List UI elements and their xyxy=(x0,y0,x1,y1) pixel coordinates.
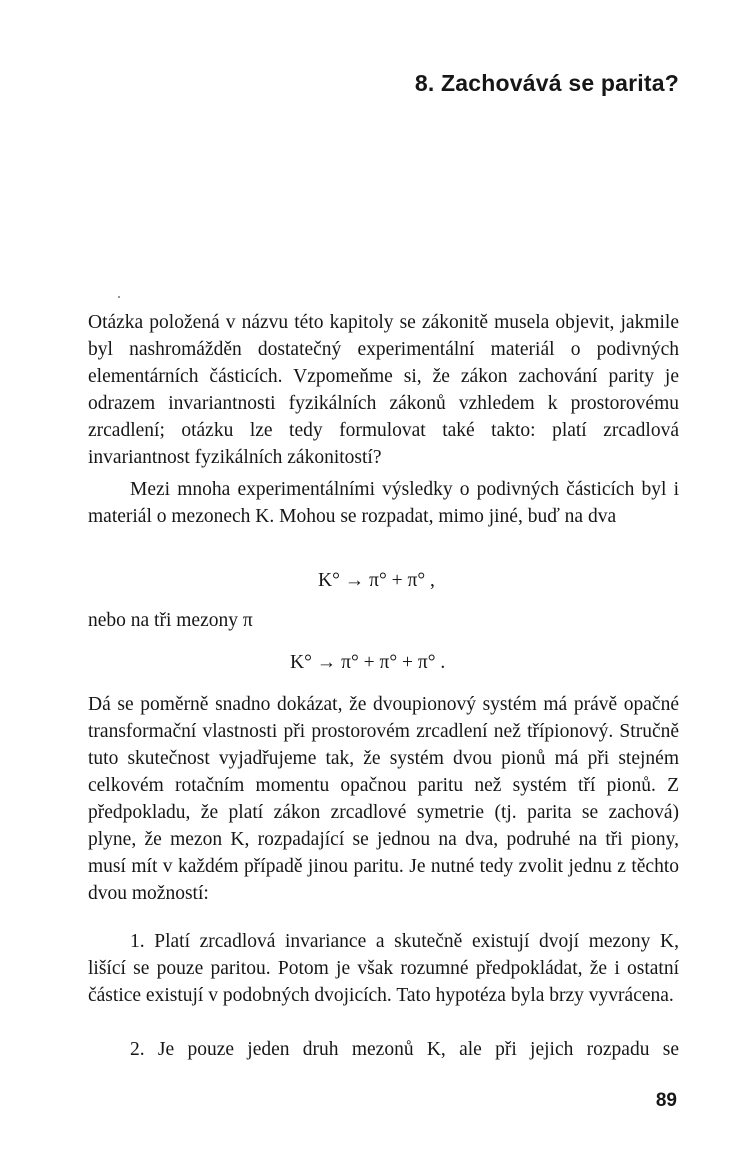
list-item-option-1: 1. Platí zrcadlová invariance a skutečně existují dvojí mezony K, lišící se pouze paritou. Potom je však rozumné předpokládat, že i ostatní částice existují v podobných dvojicích. Tato hypotéza byla brzy vyvrácena. xyxy=(88,931,679,1006)
scan-speck xyxy=(118,296,120,298)
paragraph-parity-argument: Dá se poměrně snadno dokázat, že dvoupionový systém má právě opačné transformační vlastnosti při prostorovém zrcadlení než třípionový. Stručně tuto skutečnost vyjadřujeme tak, že systém dvou pionů má při stejném celkovém rotačním momentu opačnou paritu než systém tří pionů. Z předpokladu, že platí zákon zrcadlové symetrie (tj. parita se zachová) plyne, že mezon K, rozpadající se jednou na dva, podruhé na tři piony, musí mít v každém případě jinou paritu. Je nutné tedy zvolit jednu z těchto dvou možností: xyxy=(88,694,679,904)
page-number: 89 xyxy=(655,1090,677,1111)
paragraph-three-pions: nebo na tři mezony π xyxy=(88,610,253,631)
paragraph-intro: Otázka položená v názvu této kapitoly se zákonitě musela objevit, jakmile byl nashromážděn dostatečný experimentální materiál o podivných elementárních částicích. Vzpomeňme si, že zákon zachování parity je odrazem invariantnosti fyzikálních zákonů vzhledem k prostorovému zrcadlení; otázku lze tedy formulovat také takto: platí zrcadlová invariantnost fyzikálních zákonitostí? xyxy=(88,312,679,468)
chapter-title: 8. Zachovává se parita? xyxy=(414,70,679,96)
formula-two-pion-decay: K° → π° + π° , xyxy=(318,570,435,591)
formula-three-pion-decay: K° → π° + π° + π° . xyxy=(290,652,446,673)
paragraph-kaons: Mezi mnoha experimentálními výsledky o podivných částicích byl i materiál o mezonech K. Mohou se rozpadat, mimo jiné, buď na dva xyxy=(88,479,679,527)
list-item-option-2: 2. Je pouze jeden druh mezonů K, ale při jejich rozpadu se xyxy=(130,1039,679,1060)
